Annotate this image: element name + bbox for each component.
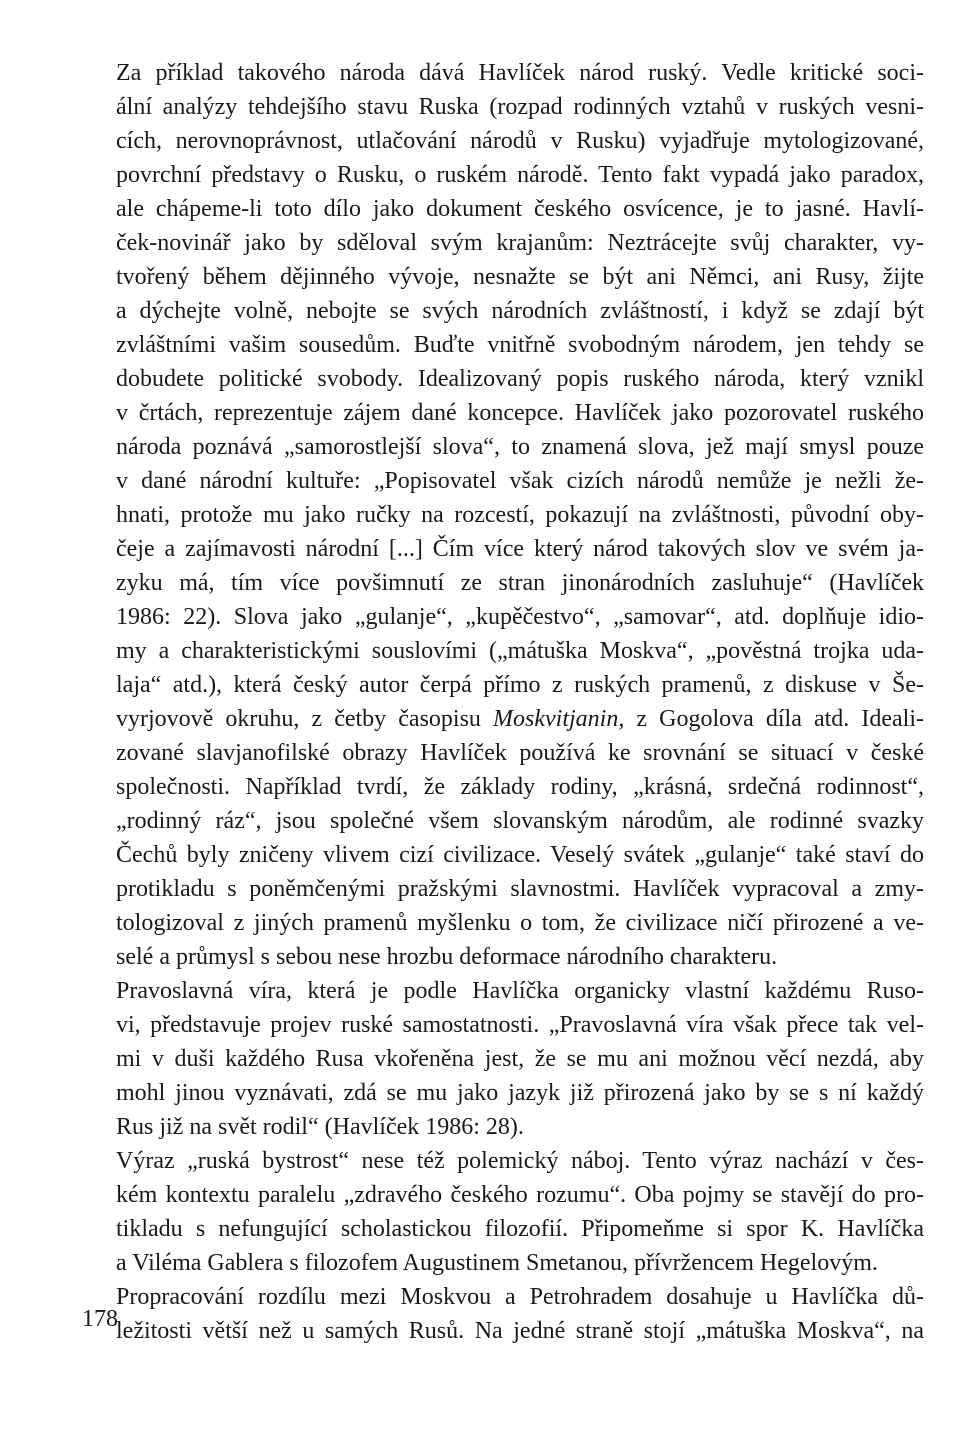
text-line: společnosti. Například tvrdí, že základy rodiny, „krásná, srdečná rodinnost“,	[116, 774, 924, 800]
text-line: kém kontextu paralelu „zdravého českého rozumu“. Oba pojmy se stavějí do pro-	[116, 1182, 924, 1208]
text-line: ale chápeme-li toto dílo jako dokument českého osvícence, je to jasné. Havlí-	[116, 196, 924, 222]
text-line: v dané národní kultuře: „Popisovatel však cizích národů nemůže je nežli že-	[116, 468, 924, 494]
text-line: mi v duši každého Rusa vkořeněna jest, že se mu ani možnou věcí nezdá, aby	[116, 1046, 924, 1072]
text-line: zvláštními vašim sousedům. Buďte vnitřně svobodným národem, jen tehdy se	[116, 332, 924, 358]
text-line: laja“ atd.), která český autor čerpá přímo z ruských pramenů, z diskuse v Še-	[116, 672, 924, 698]
text-line: tikladu s nefungující scholastickou filozofií. Připomeňme si spor K. Havlíčka	[116, 1216, 924, 1242]
text-line: a Viléma Gablera s filozofem Augustinem Smetanou, přívržencem Hegelovým.	[116, 1250, 878, 1276]
text-line: povrchní představy o Rusku, o ruském národě. Tento fakt vypadá jako paradox,	[116, 162, 924, 188]
text-line: zyku má, tím více povšimnutí ze stran jinonárodních zasluhuje“ (Havlíček	[116, 570, 924, 596]
text-line: mohl jinou vyznávati, zdá se mu jako jazyk již přirozená jako by se s ní každý	[116, 1080, 924, 1106]
text-line: protikladu s poněmčenými pražskými slavnostmi. Havlíček vypracoval a zmy-	[116, 876, 924, 902]
journal-title: Moskvitjanin	[493, 706, 619, 732]
text-line: Rus již na svět rodil“ (Havlíček 1986: 28).	[116, 1114, 524, 1140]
text-line: selé a průmysl s sebou nese hrozbu deformace národního charakteru.	[116, 944, 778, 970]
text-line: a dýchejte volně, nebojte se svých národních zvláštností, i když se zdají být	[116, 298, 924, 324]
text-line: ček-novinář jako by sděloval svým krajanům: Neztrácejte svůj charakter, vy-	[116, 230, 924, 256]
text-line: vyrjovově okruhu, z četby časopisu Moskvitjanin, z Gogolova díla atd. Ideali-	[116, 706, 924, 732]
text-line: dobudete politické svobody. Idealizovaný popis ruského národa, který vznikl	[116, 366, 924, 392]
page-number: 178	[82, 1306, 118, 1332]
text-line: Čechů byly zničeny vlivem cizí civilizace. Veselý svátek „gulanje“ také staví do	[116, 842, 924, 868]
text-line: Výraz „ruská bystrost“ nese též polemický náboj. Tento výraz nachází v čes-	[116, 1148, 924, 1174]
text-line: čeje a zajímavosti národní [...] Čím více který národ takových slov ve svém ja-	[116, 536, 924, 562]
text-line: my a charakteristickými souslovími („mátuška Moskva“, „pověstná trojka uda-	[116, 638, 924, 664]
text-line: v črtách, reprezentuje zájem dané koncepce. Havlíček jako pozorovatel ruského	[116, 400, 924, 426]
text-line: Za příklad takového národa dává Havlíček národ ruský. Vedle kritické soci-	[116, 60, 924, 86]
text-line: cích, nerovnoprávnost, utlačování národů v Rusku) vyjadřuje mytologizované,	[116, 128, 924, 154]
text-line: tologizoval z jiných pramenů myšlenku o tom, že civilizace ničí přirozené a ve-	[116, 910, 924, 936]
text-line: ální analýzy tehdejšího stavu Ruska (rozpad rodinných vztahů v ruských vesni-	[116, 94, 924, 120]
text-line: Pravoslavná víra, která je podle Havlíčka organicky vlastní každému Ruso-	[116, 978, 924, 1004]
text-line: zované slavjanofilské obrazy Havlíček používá ke srovnání se situací v české	[116, 740, 924, 766]
text-line: vi, představuje projev ruské samostatnosti. „Pravoslavná víra však přece tak vel-	[116, 1012, 924, 1038]
text-line: 1986: 22). Slova jako „gulanje“, „kupěčestvo“, „samovar“, atd. doplňuje idio-	[116, 604, 924, 630]
text-line: Propracování rozdílu mezi Moskvou a Petrohradem dosahuje u Havlíčka dů-	[116, 1284, 924, 1310]
text-line: národa poznává „samorostlejší slova“, to znamená slova, jež mají smysl pouze	[116, 434, 924, 460]
text-line: hnati, protože mu jako ručky na rozcestí, pokazují na zvláštnosti, původní oby-	[116, 502, 924, 528]
text-line: „rodinný ráz“, jsou společné všem slovanským národům, ale rodinné svazky	[116, 808, 924, 834]
text-line: tvořený během dějinného vývoje, nesnažte se být ani Němci, ani Rusy, žijte	[116, 264, 924, 290]
text-line: ležitosti větší než u samých Rusů. Na jedné straně stojí „mátuška Moskva“, na	[116, 1318, 924, 1344]
